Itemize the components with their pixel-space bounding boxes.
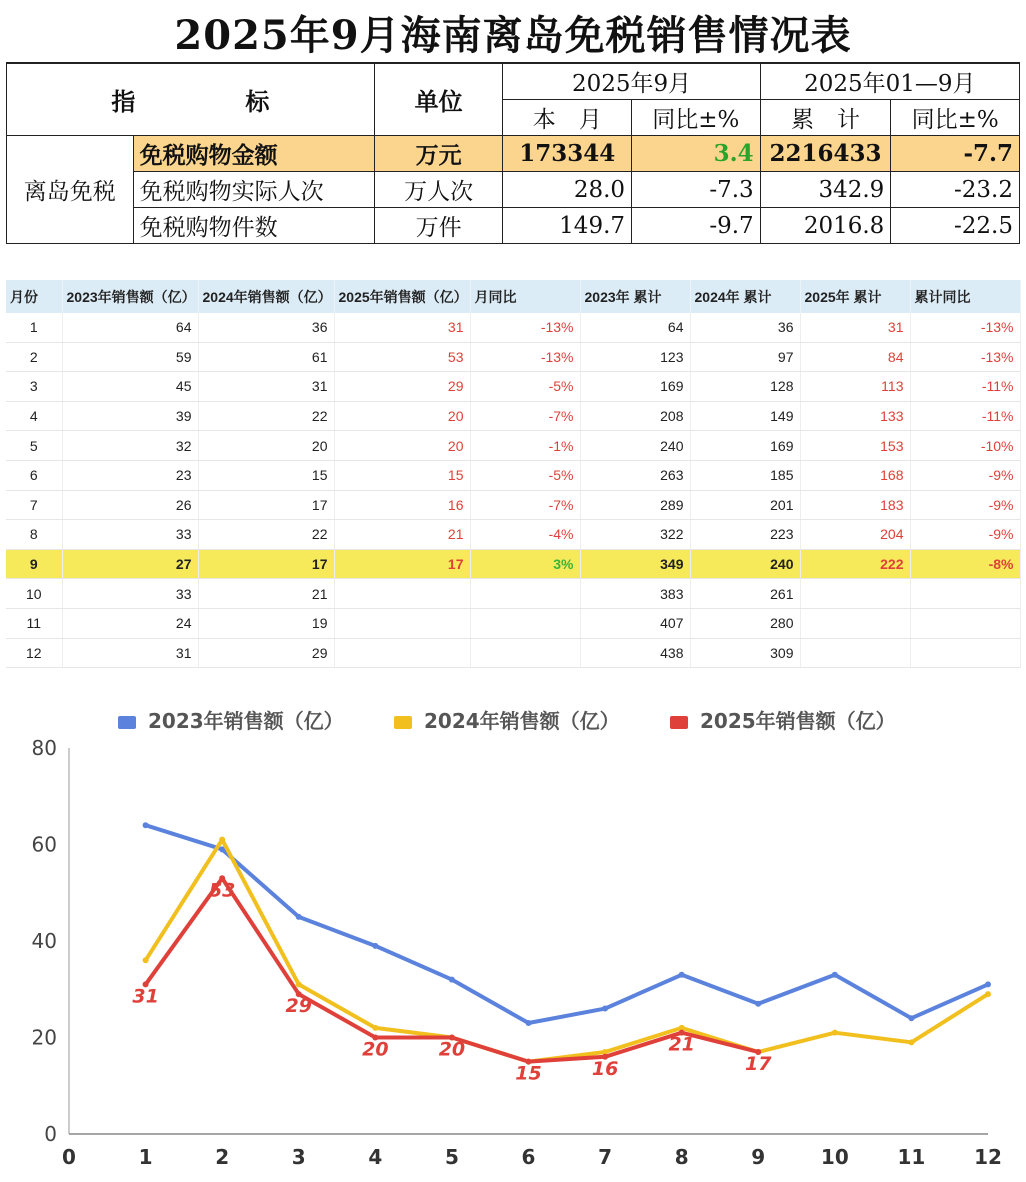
table-row	[6, 460, 1020, 490]
table-cell: 36	[690, 313, 800, 342]
data-label: 31	[132, 985, 159, 1008]
data-point	[985, 991, 991, 997]
x-tick-label: 8	[674, 1145, 689, 1169]
table-cell	[800, 579, 910, 609]
summary-row-unit: 万元	[374, 136, 503, 172]
data-point	[832, 972, 838, 978]
summary-row-cum: 2016.8	[760, 208, 891, 244]
table-cell: 280	[690, 608, 800, 638]
table-cell	[334, 638, 470, 668]
table-cell: 22	[198, 401, 334, 431]
table-cell: 21	[198, 579, 334, 609]
summary-row-cum: 2216433	[760, 136, 891, 172]
table-cell: 31	[62, 638, 198, 668]
table-cell: -11%	[910, 401, 1020, 431]
data-label: 20	[438, 1038, 466, 1061]
table-cell: 153	[800, 431, 910, 461]
table-cell: 22	[198, 520, 334, 550]
summary-row-month-yoy: -9.7	[632, 208, 761, 244]
summary-table	[6, 62, 1020, 244]
table-cell	[910, 608, 1020, 638]
table-cell: -13%	[910, 313, 1020, 342]
table-cell: -9%	[910, 460, 1020, 490]
table-cell	[800, 608, 910, 638]
column-header: 2025年 累计	[800, 280, 910, 313]
table-cell: 240	[580, 431, 690, 461]
column-header: 2025年销售额（亿）	[334, 280, 470, 313]
x-tick-label: 7	[598, 1145, 613, 1169]
x-tick-label: 0	[62, 1145, 76, 1169]
data-point	[679, 972, 685, 978]
table-cell: 36	[198, 313, 334, 342]
table-cell: 3%	[470, 549, 580, 579]
table-cell: 17	[198, 549, 334, 579]
summary-row-month: 28.0	[503, 172, 632, 208]
table-cell: 185	[690, 460, 800, 490]
table-cell: 438	[580, 638, 690, 668]
x-tick-label: 5	[444, 1145, 459, 1169]
table-cell: 12	[6, 638, 62, 668]
legend-label: 2024年销售额（亿）	[424, 709, 620, 733]
y-tick-label: 40	[31, 929, 57, 953]
table-cell: 21	[334, 520, 470, 550]
line-chart	[0, 680, 1026, 1182]
y-tick-label: 0	[44, 1122, 57, 1146]
x-tick-label: 12	[974, 1145, 1002, 1169]
summary-row-month: 149.7	[503, 208, 632, 244]
x-tick-label: 1	[138, 1145, 153, 1169]
cumulative-header: 累 计	[760, 100, 891, 136]
table-cell: 169	[690, 431, 800, 461]
table-cell: -9%	[910, 490, 1020, 520]
column-header: 月同比	[470, 280, 580, 313]
table-cell: 240	[690, 549, 800, 579]
data-point	[143, 822, 149, 828]
page-title: 2025年9月海南离岛免税销售情况表	[174, 12, 852, 59]
table-cell	[470, 638, 580, 668]
table-cell: 27	[62, 549, 198, 579]
data-label: 17	[745, 1052, 772, 1075]
x-tick-label: 9	[751, 1145, 766, 1169]
x-tick-label: 2	[215, 1145, 230, 1169]
table-cell: -8%	[910, 549, 1020, 579]
data-point	[602, 1006, 608, 1012]
summary-row-cum-yoy: -7.7	[891, 136, 1020, 172]
table-row	[6, 313, 1020, 342]
table-cell	[334, 579, 470, 609]
data-point	[985, 981, 991, 987]
table-cell: 16	[334, 490, 470, 520]
table-cell: 31	[800, 313, 910, 342]
x-tick-label: 3	[291, 1145, 306, 1169]
table-row	[6, 431, 1020, 461]
table-cell: 61	[198, 342, 334, 372]
data-point	[372, 943, 378, 949]
table-cell: 45	[62, 372, 198, 402]
table-cell	[910, 638, 1020, 668]
data-point	[755, 1001, 761, 1007]
table-cell: 133	[800, 401, 910, 431]
table-cell: -11%	[910, 372, 1020, 402]
table-cell: 349	[580, 549, 690, 579]
table-cell: 183	[800, 490, 910, 520]
column-header: 2023年 累计	[580, 280, 690, 313]
summary-row-month: 173344	[503, 136, 632, 172]
table-cell: 17	[198, 490, 334, 520]
data-point	[143, 957, 149, 963]
table-cell: 64	[62, 313, 198, 342]
table-cell: 222	[800, 549, 910, 579]
yoy-header: 同比±%	[632, 100, 761, 136]
series-line	[146, 825, 988, 1023]
table-cell: -10%	[910, 431, 1020, 461]
table-cell: 3	[6, 372, 62, 402]
table-cell: 97	[690, 342, 800, 372]
unit-header: 单位	[374, 63, 503, 136]
data-label: 21	[668, 1033, 695, 1056]
column-header: 月份	[6, 280, 62, 313]
table-cell: -1%	[470, 431, 580, 461]
data-label: 20	[362, 1038, 389, 1061]
table-cell: 39	[62, 401, 198, 431]
table-cell: 59	[62, 342, 198, 372]
data-label: 16	[591, 1057, 619, 1080]
table-cell: -7%	[470, 490, 580, 520]
table-cell: 383	[580, 579, 690, 609]
table-cell: -5%	[470, 460, 580, 490]
table-cell: -9%	[910, 520, 1020, 550]
summary-row-cum-yoy: -23.2	[891, 172, 1020, 208]
table-cell: 1	[6, 313, 62, 342]
column-header: 2023年销售额（亿）	[62, 280, 198, 313]
data-point	[908, 1015, 914, 1021]
data-point	[526, 1020, 532, 1026]
x-tick-label: 10	[820, 1145, 849, 1169]
table-cell: 64	[580, 313, 690, 342]
data-label: 29	[285, 995, 312, 1018]
summary-row-name: 免税购物件数	[133, 208, 374, 244]
data-point	[449, 977, 455, 983]
legend-label: 2023年销售额（亿）	[148, 709, 344, 733]
table-cell: 32	[62, 431, 198, 461]
table-cell: 15	[198, 460, 334, 490]
summary-row-cum: 342.9	[760, 172, 891, 208]
table-cell: 31	[334, 313, 470, 342]
period-cum-header: 2025年01—9月	[760, 63, 1019, 100]
table-row	[6, 608, 1020, 638]
y-tick-label: 80	[31, 736, 57, 760]
table-cell: 5	[6, 431, 62, 461]
monthly-table	[6, 280, 1021, 668]
table-cell: 149	[690, 401, 800, 431]
table-cell	[910, 579, 1020, 609]
data-point	[296, 981, 302, 987]
table-cell: 309	[690, 638, 800, 668]
table-cell: 261	[690, 579, 800, 609]
table-cell: 7	[6, 490, 62, 520]
table-cell: 2	[6, 342, 62, 372]
table-cell: -13%	[910, 342, 1020, 372]
table-row	[6, 372, 1020, 402]
summary-row-cum-yoy: -22.5	[891, 208, 1020, 244]
this-month-header: 本 月	[503, 100, 632, 136]
table-cell: 17	[334, 549, 470, 579]
table-cell: 20	[334, 431, 470, 461]
table-row	[6, 549, 1020, 579]
y-tick-label: 20	[31, 1025, 57, 1050]
table-cell: 322	[580, 520, 690, 550]
chart-area	[0, 680, 1026, 1182]
table-cell: 9	[6, 549, 62, 579]
table-cell: 128	[690, 372, 800, 402]
data-point	[296, 914, 302, 920]
summary-row-month-yoy: 3.4	[632, 136, 761, 172]
table-cell: 263	[580, 460, 690, 490]
summary-row-month-yoy: -7.3	[632, 172, 761, 208]
table-cell: 201	[690, 490, 800, 520]
table-cell: 33	[62, 579, 198, 609]
table-cell: -7%	[470, 401, 580, 431]
table-cell: 223	[690, 520, 800, 550]
table-cell	[470, 579, 580, 609]
table-cell: 29	[198, 638, 334, 668]
table-cell	[334, 608, 470, 638]
table-cell: 113	[800, 372, 910, 402]
column-header: 2024年销售额（亿）	[198, 280, 334, 313]
table-row	[6, 401, 1020, 431]
table-cell: 23	[62, 460, 198, 490]
data-point	[219, 837, 225, 843]
summary-row-unit: 万件	[374, 208, 503, 244]
table-cell: 208	[580, 401, 690, 431]
table-row	[6, 520, 1020, 550]
table-cell: 26	[62, 490, 198, 520]
cum-yoy-header: 同比±%	[891, 100, 1020, 136]
table-cell: 169	[580, 372, 690, 402]
table-cell: 6	[6, 460, 62, 490]
table-cell: 20	[334, 401, 470, 431]
x-tick-label: 4	[368, 1145, 383, 1169]
table-cell: 84	[800, 342, 910, 372]
table-cell: 289	[580, 490, 690, 520]
data-label: 53	[208, 879, 236, 902]
table-cell: 123	[580, 342, 690, 372]
x-tick-label: 11	[897, 1145, 926, 1169]
table-row	[6, 638, 1020, 668]
column-header: 累计同比	[910, 280, 1020, 313]
data-point	[372, 1025, 378, 1031]
table-row	[6, 342, 1020, 372]
table-row	[6, 490, 1020, 520]
table-cell: 407	[580, 608, 690, 638]
table-cell: 15	[334, 460, 470, 490]
table-cell: 4	[6, 401, 62, 431]
y-tick-label: 60	[31, 832, 57, 857]
data-point	[832, 1030, 838, 1036]
data-label: 15	[515, 1062, 542, 1085]
table-cell: 8	[6, 520, 62, 550]
x-tick-label: 6	[521, 1145, 536, 1169]
table-cell: -5%	[470, 372, 580, 402]
table-cell: -4%	[470, 520, 580, 550]
table-cell	[800, 638, 910, 668]
table-cell: 33	[62, 520, 198, 550]
summary-row-name: 免税购物实际人次	[133, 172, 374, 208]
table-cell: 19	[198, 608, 334, 638]
period-month-header: 2025年9月	[503, 63, 760, 100]
table-cell: 20	[198, 431, 334, 461]
legend-label: 2025年销售额（亿）	[700, 709, 896, 733]
table-cell: 24	[62, 608, 198, 638]
summary-row-unit: 万人次	[374, 172, 503, 208]
group-label: 离岛免税	[7, 136, 134, 244]
indicator-header: 指 标	[7, 63, 375, 136]
column-header: 2024年 累计	[690, 280, 800, 313]
data-point	[908, 1039, 914, 1045]
table-cell: 29	[334, 372, 470, 402]
table-cell	[470, 608, 580, 638]
table-row	[6, 579, 1020, 609]
table-cell: 11	[6, 608, 62, 638]
table-cell: 204	[800, 520, 910, 550]
table-cell: 31	[198, 372, 334, 402]
table-cell: 10	[6, 579, 62, 609]
monthly-header-row	[6, 280, 1020, 313]
table-cell: 53	[334, 342, 470, 372]
summary-row-name: 免税购物金额	[133, 136, 374, 172]
table-cell: 168	[800, 460, 910, 490]
table-cell: -13%	[470, 342, 580, 372]
table-cell: -13%	[470, 313, 580, 342]
